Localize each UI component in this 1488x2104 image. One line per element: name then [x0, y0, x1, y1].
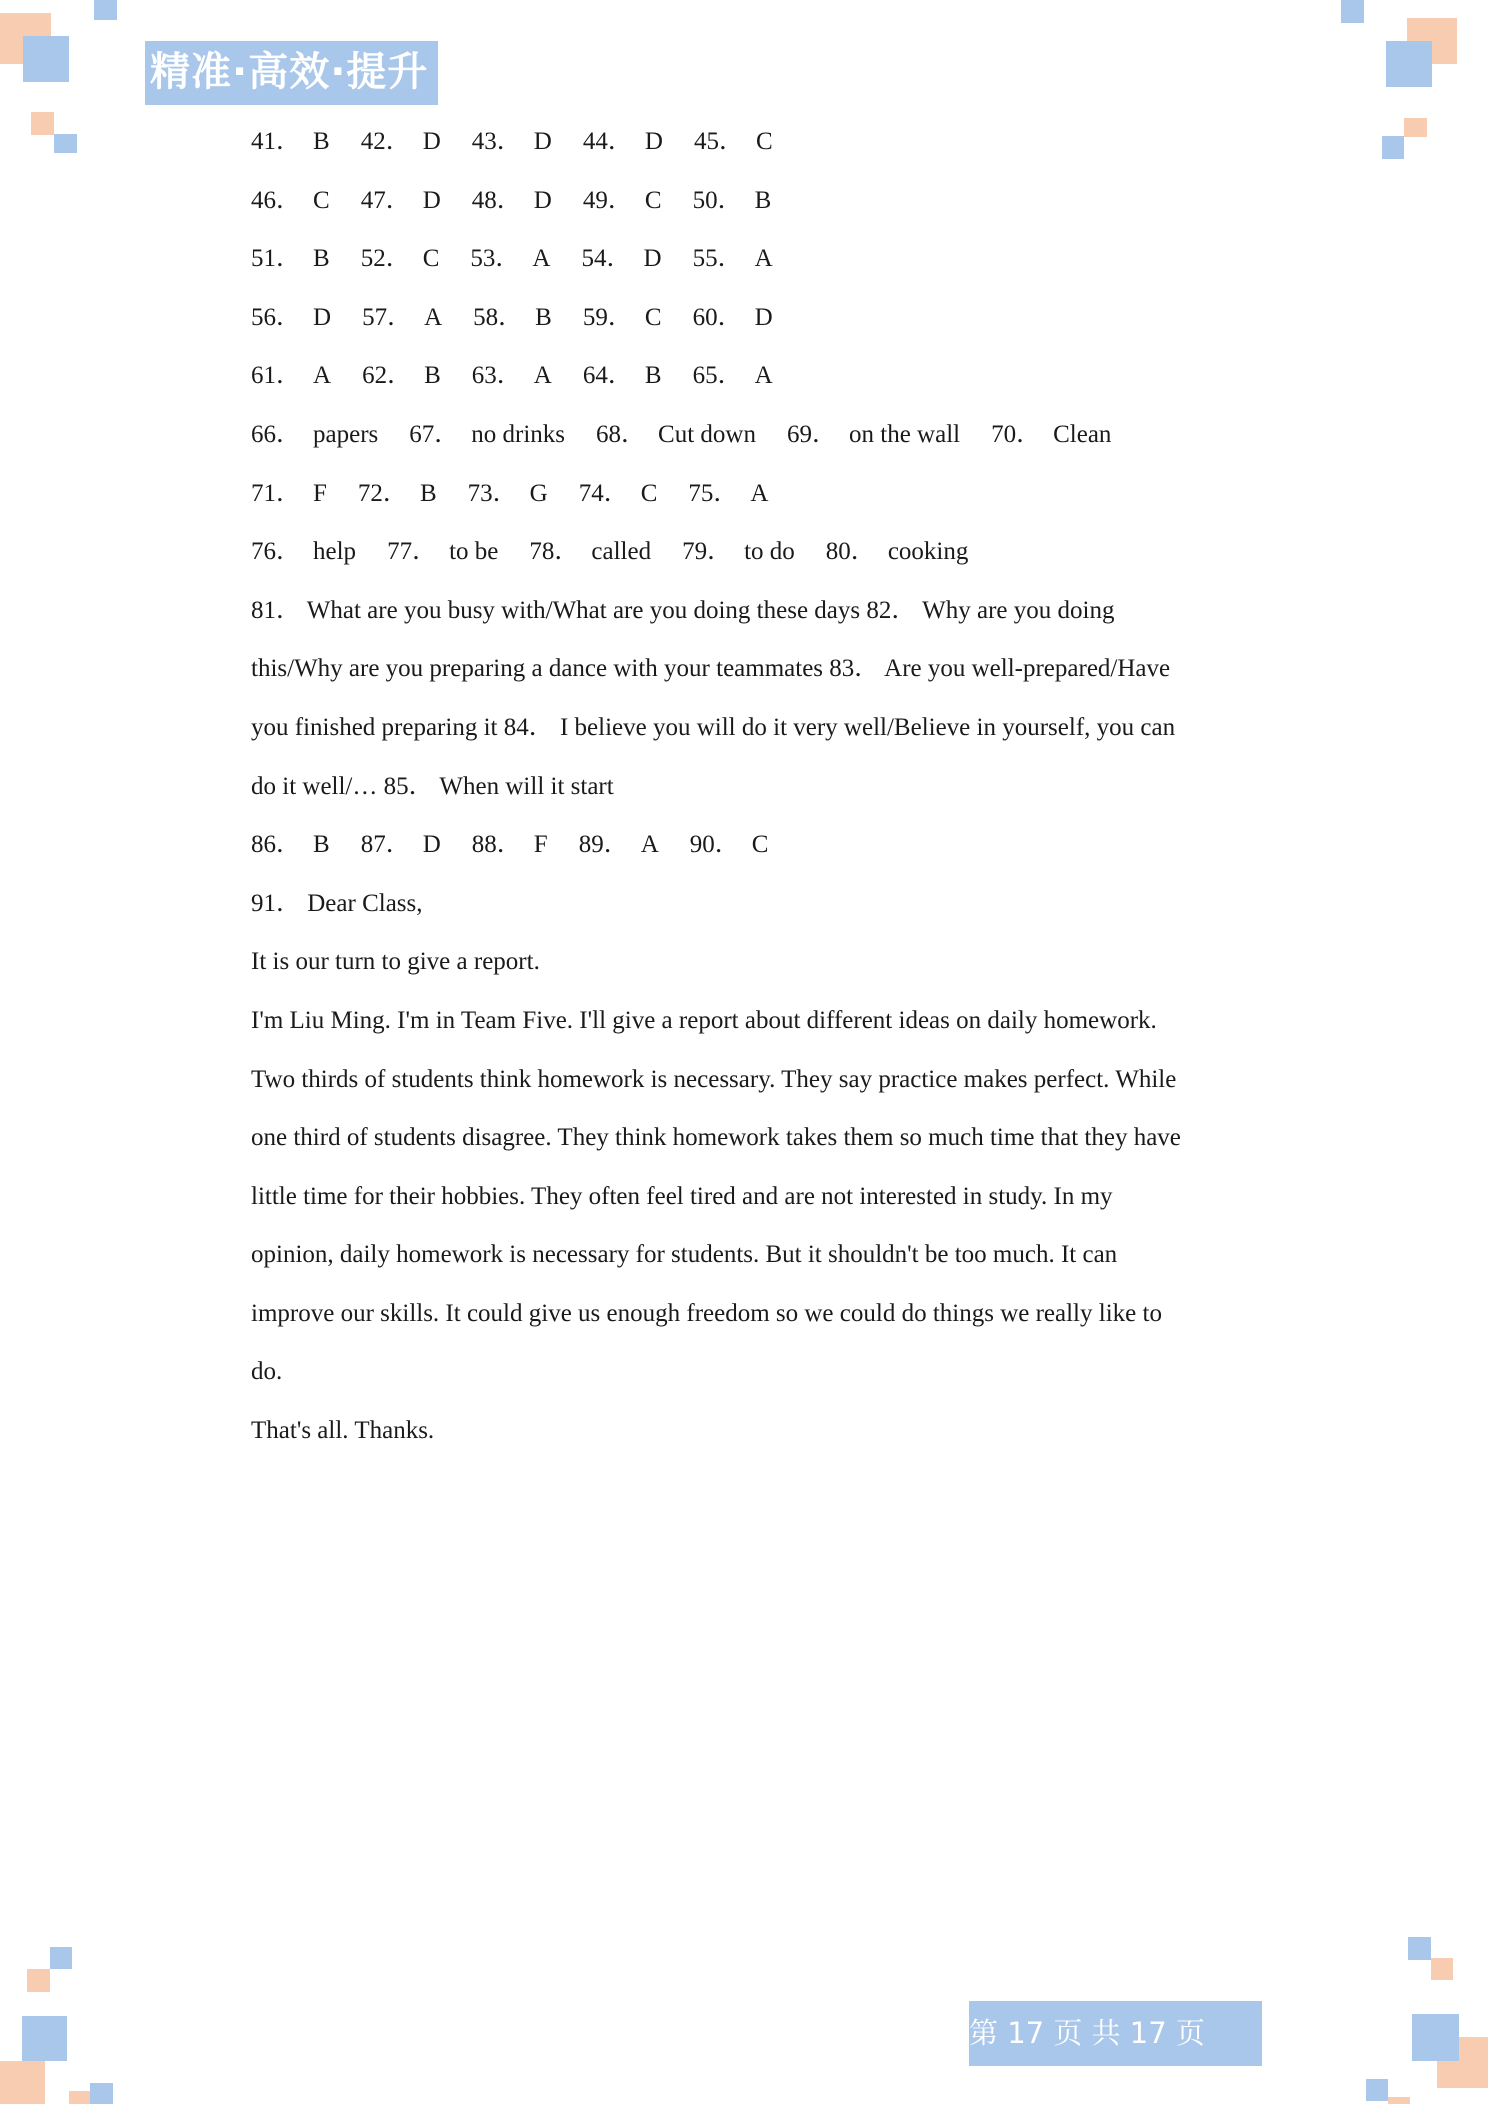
answer-item	[693, 347, 773, 406]
text-line: do it well/… 85． When will it start	[251, 772, 614, 800]
answer-item	[251, 523, 356, 582]
question-number: 44．	[582, 128, 633, 155]
answer-value: papers	[313, 420, 379, 448]
answer-value: B	[419, 479, 437, 507]
answer-item	[472, 113, 552, 172]
question-number: 48．	[471, 186, 522, 214]
question-number: 50．	[692, 186, 743, 214]
answer-item	[581, 230, 661, 289]
answer-value: D	[533, 186, 552, 214]
question-number: 77．	[387, 538, 438, 566]
question-number: 58．	[473, 303, 524, 331]
answer-key	[251, 113, 1251, 1461]
text-line: you finished preparing it 84． I believe you will do it very well/Believe in yourself, you can	[251, 713, 1176, 741]
answer-item	[826, 523, 969, 582]
answer-item	[529, 523, 651, 582]
answer-row	[251, 230, 1251, 289]
answer-item	[579, 465, 658, 524]
answer-item	[583, 172, 662, 231]
answer-value: C	[644, 303, 662, 331]
question-number: 49．	[582, 186, 633, 214]
answer-value: to do	[744, 538, 795, 566]
answer-item	[358, 465, 437, 524]
answer-value: B	[535, 303, 552, 331]
question-number: 51．	[251, 245, 302, 273]
corner-decoration	[1382, 136, 1404, 159]
answer-value: A	[640, 831, 659, 859]
answer-item	[362, 289, 442, 348]
answer-item	[682, 523, 795, 582]
answer-item	[470, 230, 550, 289]
answer-row	[251, 465, 1251, 524]
answer-value: on the wall	[849, 420, 961, 448]
essay-line: I'm Liu Ming. I'm in Team Five. I'll give a report about different ideas on daily homework.	[251, 1006, 1157, 1034]
answer-rows	[251, 113, 1251, 582]
answer-value: A	[754, 362, 773, 390]
answer-item	[787, 406, 960, 465]
answer-row	[251, 113, 1251, 172]
answer-item	[361, 113, 441, 172]
answer-item	[693, 230, 773, 289]
answer-value: C	[313, 186, 330, 214]
answer-item	[583, 347, 662, 406]
question-number: 68．	[596, 420, 647, 448]
answer-item	[251, 816, 330, 875]
question-number: 55．	[692, 245, 743, 273]
answers-86-90	[251, 816, 1251, 875]
answer-item	[473, 289, 552, 348]
answer-value: A	[533, 362, 552, 390]
essay-line: improve our skills. It could give us enough freedom so we could do things we really like to	[251, 1299, 1162, 1327]
question-number: 78．	[529, 538, 580, 566]
answer-value: A	[313, 362, 332, 390]
question-number: 75．	[688, 479, 739, 507]
answer-item	[251, 230, 330, 289]
answer-value: C	[640, 479, 658, 507]
answer-value: C	[422, 245, 440, 273]
answer-item	[251, 406, 378, 465]
answer-item	[472, 816, 548, 875]
answer-value: B	[313, 831, 330, 859]
essay-line: 91． Dear Class,	[251, 889, 423, 917]
corner-decoration	[22, 2016, 67, 2061]
corner-decoration	[1341, 0, 1364, 23]
answer-value: D	[313, 303, 332, 331]
question-number: 59．	[582, 303, 633, 331]
question-number: 71．	[251, 479, 302, 507]
question-number: 43．	[471, 128, 522, 155]
answers-81-85	[251, 582, 1251, 816]
answer-item	[251, 465, 327, 524]
question-number: 45．	[693, 128, 744, 155]
answer-value: A	[750, 479, 769, 507]
essay	[251, 875, 1251, 1461]
corner-decoration	[27, 1969, 50, 1992]
question-number: 56．	[251, 303, 302, 331]
answer-item	[361, 816, 441, 875]
answer-item	[362, 347, 441, 406]
answer-item	[583, 289, 662, 348]
answer-value: D	[422, 831, 441, 859]
answer-value: B	[313, 245, 330, 273]
answer-value: C	[644, 186, 662, 214]
question-number: 54．	[581, 245, 632, 273]
essay-line: one third of students disagree. They think homework takes them so much time that they have	[251, 1124, 1181, 1152]
question-number: 66．	[251, 420, 302, 448]
corner-decoration	[50, 1947, 72, 1969]
answer-value: A	[424, 303, 443, 331]
answer-item	[596, 406, 756, 465]
answer-item	[690, 816, 769, 875]
text-line: this/Why are you preparing a dance with your teammates 83． Are you well-prepared/Have	[251, 655, 1171, 683]
answer-row	[251, 289, 1251, 348]
answer-value: B	[644, 362, 662, 390]
answer-value: A	[754, 245, 773, 273]
essay-line: Two thirds of students think homework is necessary. They say practice makes perfect. While	[251, 1065, 1177, 1093]
corner-decoration	[90, 2083, 113, 2104]
question-number: 87．	[360, 831, 411, 859]
answer-value: F	[533, 831, 548, 859]
question-number: 61．	[251, 362, 302, 390]
brand-title: 精准·高效·提升	[150, 49, 429, 95]
corner-decoration	[31, 112, 54, 135]
question-number: 90．	[689, 831, 740, 859]
question-number: 53．	[470, 245, 521, 273]
answer-value: D	[643, 245, 662, 273]
answer-value: F	[313, 479, 327, 507]
corner-decoration	[94, 0, 117, 20]
question-number: 80．	[825, 538, 876, 566]
corner-decoration	[1431, 1958, 1453, 1980]
answer-item	[409, 406, 565, 465]
question-number: 64．	[582, 362, 633, 390]
answer-item	[694, 113, 773, 172]
corner-decoration	[1412, 2014, 1459, 2061]
answer-value: B	[313, 128, 330, 155]
question-number: 67．	[409, 420, 460, 448]
answer-item	[579, 816, 659, 875]
answer-value: D	[533, 128, 552, 155]
question-number: 52．	[360, 245, 411, 273]
essay-line: opinion, daily homework is necessary for students. But it shouldn't be too much. It can	[251, 1241, 1118, 1269]
question-number: 69．	[786, 420, 837, 448]
question-number: 73．	[467, 479, 518, 507]
answer-row	[251, 347, 1251, 406]
question-number: 41．	[251, 128, 302, 155]
question-number: 74．	[578, 479, 629, 507]
answer-item	[251, 289, 331, 348]
answer-value: C	[751, 831, 769, 859]
essay-line: do.	[251, 1358, 283, 1386]
answer-value: cooking	[887, 538, 969, 566]
corner-decoration	[1366, 2079, 1388, 2101]
corner-decoration	[0, 2061, 45, 2104]
answer-item	[361, 172, 441, 231]
answer-item	[991, 406, 1111, 465]
answer-value: B	[754, 186, 772, 214]
question-number: 46．	[251, 186, 302, 214]
answer-value: D	[754, 303, 773, 331]
question-number: 42．	[360, 128, 411, 155]
answer-value: no drinks	[471, 420, 566, 448]
question-number: 86．	[251, 831, 302, 859]
essay-line: It is our turn to give a report.	[251, 948, 540, 976]
question-number: 62．	[362, 362, 413, 390]
essay-line: That's all. Thanks.	[251, 1417, 435, 1445]
essay-line: little time for their hobbies. They often feel tired and are not interested in study. In my	[251, 1182, 1113, 1210]
answer-value: D	[644, 128, 663, 155]
answer-item	[387, 523, 498, 582]
answer-item	[251, 347, 331, 406]
question-number: 70．	[991, 420, 1042, 448]
answer-row	[251, 172, 1251, 231]
answer-value: Cut down	[658, 420, 756, 448]
answer-item	[468, 465, 548, 524]
answer-value: to be	[449, 538, 499, 566]
answer-item	[472, 347, 552, 406]
corner-decoration	[54, 134, 77, 153]
corner-decoration	[1386, 41, 1432, 87]
question-number: 57．	[362, 303, 413, 331]
question-number: 88．	[471, 831, 522, 859]
answer-value: D	[422, 186, 441, 214]
question-number: 72．	[357, 479, 408, 507]
corner-decoration	[1388, 2097, 1410, 2104]
answer-item	[472, 172, 552, 231]
answer-item	[693, 289, 773, 348]
answer-value: C	[755, 128, 773, 155]
answer-item	[361, 230, 440, 289]
answer-item	[251, 113, 330, 172]
question-number: 79．	[682, 538, 733, 566]
answer-row	[251, 523, 1251, 582]
corner-decoration	[69, 2091, 90, 2104]
question-number: 89．	[578, 831, 629, 859]
page-number: 第 17 页 共 17 页	[969, 2016, 1205, 2050]
corner-decoration	[1404, 118, 1427, 137]
text-line: 81． What are you busy with/What are you doing these days 82． Why are you doing	[251, 596, 1115, 624]
answer-row	[251, 406, 1251, 465]
answer-value: called	[591, 538, 652, 566]
question-number: 76．	[251, 538, 302, 566]
corner-decoration	[23, 36, 69, 82]
question-number: 65．	[692, 362, 743, 390]
corner-decoration	[1408, 1937, 1431, 1960]
answer-value: Clean	[1053, 420, 1112, 448]
answer-item	[688, 465, 768, 524]
answer-value: help	[313, 538, 357, 566]
answer-value: A	[532, 245, 551, 273]
question-number: 47．	[360, 186, 411, 214]
question-number: 63．	[471, 362, 522, 390]
answer-value: D	[422, 128, 441, 155]
answer-value: G	[529, 479, 548, 507]
answer-item	[583, 113, 663, 172]
answer-item	[693, 172, 772, 231]
question-number: 60．	[692, 303, 743, 331]
answer-row	[251, 816, 1251, 875]
answer-value: B	[424, 362, 441, 390]
answer-item	[251, 172, 330, 231]
